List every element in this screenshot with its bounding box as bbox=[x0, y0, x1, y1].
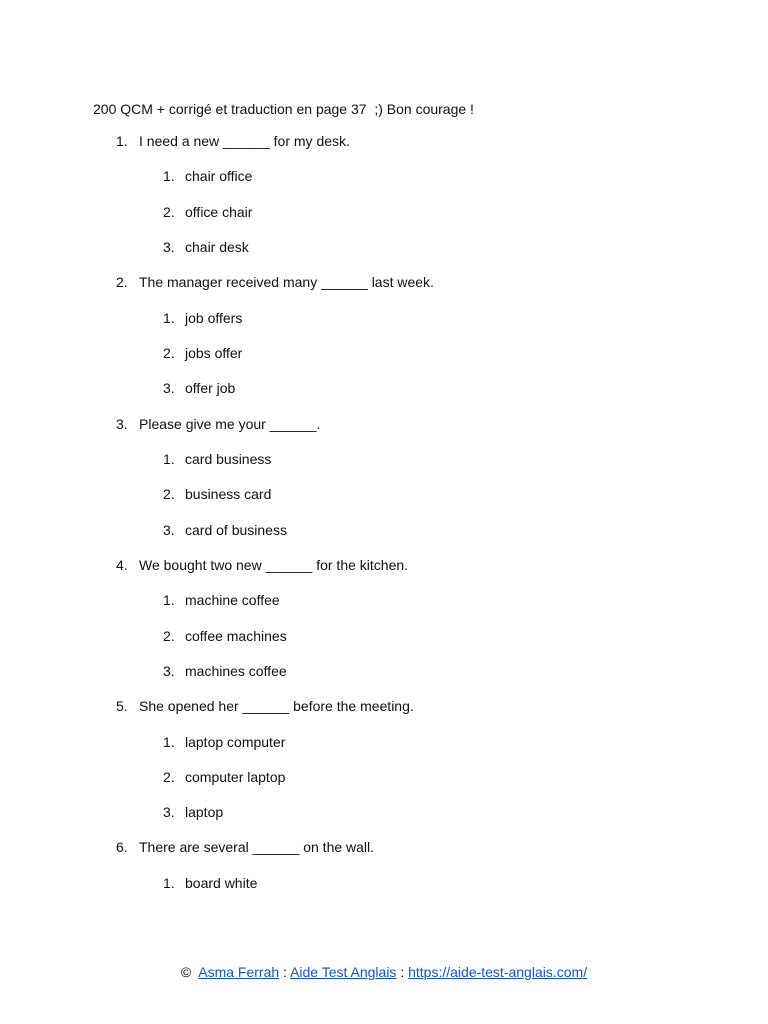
option-number: 3. bbox=[163, 662, 175, 679]
option-number: 1. bbox=[163, 874, 175, 891]
option-text: card business bbox=[185, 450, 272, 467]
footer-separator: : bbox=[283, 964, 287, 980]
answer-option bbox=[0, 167, 768, 202]
option-text: chair office bbox=[185, 168, 253, 185]
option-number: 2. bbox=[163, 486, 175, 503]
answer-option bbox=[0, 803, 768, 838]
option-number: 3. bbox=[163, 380, 175, 397]
option-number: 1. bbox=[163, 168, 175, 185]
answer-option bbox=[0, 309, 768, 344]
question-text: Please give me your ______. bbox=[139, 415, 321, 432]
option-text: offer job bbox=[185, 380, 236, 397]
site-name-link[interactable]: Aide Test Anglais bbox=[290, 964, 397, 980]
question-item bbox=[0, 415, 768, 450]
option-number: 2. bbox=[163, 344, 175, 361]
answer-option bbox=[0, 485, 768, 520]
option-text: board white bbox=[185, 874, 258, 891]
question-list bbox=[0, 132, 768, 909]
site-url-link[interactable]: https://aide-test-anglais.com/ bbox=[408, 964, 588, 980]
option-number: 2. bbox=[163, 203, 175, 220]
answer-option bbox=[0, 591, 768, 626]
option-number: 1. bbox=[163, 592, 175, 609]
option-text: machines coffee bbox=[185, 662, 287, 679]
footer bbox=[0, 963, 768, 981]
option-number: 1. bbox=[163, 309, 175, 326]
option-number: 1. bbox=[163, 450, 175, 467]
question-text: There are several ______ on the wall. bbox=[139, 839, 375, 856]
answer-option bbox=[0, 768, 768, 803]
option-text: chair desk bbox=[185, 238, 249, 255]
answer-option bbox=[0, 627, 768, 662]
question-number: 5. bbox=[116, 698, 128, 715]
answer-option bbox=[0, 203, 768, 238]
option-number: 3. bbox=[163, 238, 175, 255]
answer-option bbox=[0, 344, 768, 379]
answer-option bbox=[0, 521, 768, 556]
copyright-symbol: © bbox=[180, 964, 192, 980]
question-item bbox=[0, 273, 768, 308]
option-number: 3. bbox=[163, 804, 175, 821]
option-number: 1. bbox=[163, 733, 175, 750]
question-item bbox=[0, 697, 768, 732]
question-text: I need a new ______ for my desk. bbox=[139, 133, 350, 149]
question-number: 3. bbox=[116, 415, 128, 432]
option-number: 3. bbox=[163, 521, 175, 538]
question-item bbox=[0, 838, 768, 873]
author-link[interactable]: Asma Ferrah bbox=[198, 964, 280, 980]
option-number: 2. bbox=[163, 768, 175, 785]
option-text: job offers bbox=[185, 309, 243, 326]
question-number: 2. bbox=[116, 274, 128, 291]
option-text: computer laptop bbox=[185, 768, 286, 785]
answer-option bbox=[0, 874, 768, 909]
question-text: She opened her ______ before the meeting. bbox=[139, 698, 414, 715]
answer-option bbox=[0, 450, 768, 485]
option-text: laptop computer bbox=[185, 733, 286, 750]
option-text: laptop bbox=[185, 804, 224, 821]
option-text: coffee machines bbox=[185, 627, 287, 644]
question-item bbox=[0, 556, 768, 591]
footer-separator: : bbox=[400, 964, 405, 980]
question-number: 6. bbox=[116, 839, 128, 856]
intro-text: 200 QCM + corrigé et traduction en page 37 ;) Bon courage ! bbox=[93, 101, 474, 117]
option-text: card of business bbox=[185, 521, 287, 538]
question-number: 4. bbox=[116, 556, 128, 573]
answer-option bbox=[0, 238, 768, 273]
answer-option bbox=[0, 379, 768, 414]
answer-option bbox=[0, 733, 768, 768]
question-text: We bought two new ______ for the kitchen. bbox=[139, 556, 409, 573]
option-text: machine coffee bbox=[185, 592, 280, 609]
option-text: business card bbox=[185, 486, 272, 503]
question-number: 1. bbox=[116, 133, 128, 149]
option-text: office chair bbox=[185, 203, 253, 220]
question-text: The manager received many ______ last week. bbox=[139, 274, 434, 291]
option-text: jobs offer bbox=[185, 344, 243, 361]
answer-option bbox=[0, 662, 768, 697]
question-item bbox=[0, 132, 768, 167]
option-number: 2. bbox=[163, 627, 175, 644]
